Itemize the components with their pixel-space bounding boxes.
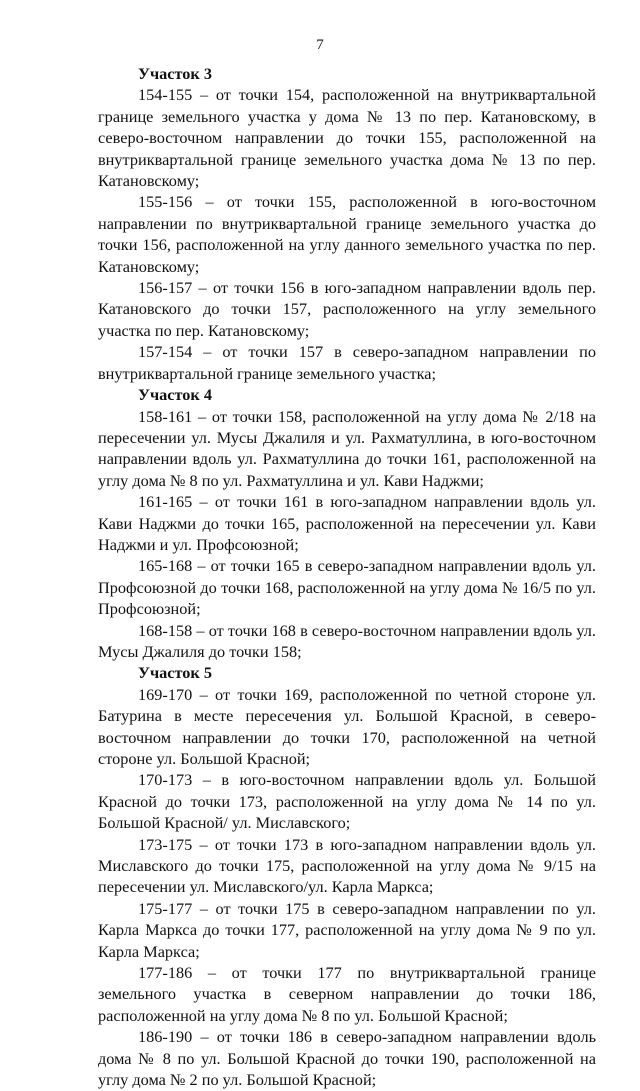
boundary-paragraph: 157-154 – от точки 157 в северо-западном направлении по внутриквартальной границе земельного участка; <box>98 342 596 383</box>
boundary-paragraph: 186-190 – от точки 186 в северо-западном направлении вдоль дома № 8 по ул. Большой Красной до точки 190, расположенной на углу дома № 2 по ул. Большой Красной; <box>98 1027 596 1090</box>
boundary-paragraph: 170-173 – в юго-восточном направлении вдоль ул. Большой Красной до точки 173, расположенной на углу дома № 14 по ул. Большой Красной/ ул. Миславского; <box>98 770 596 833</box>
boundary-paragraph: 173-175 – от точки 173 в юго-западном направлении вдоль ул. Миславского до точки 175, расположенной на углу дома № 9/15 на пересечении ул. Миславского/ул. Карла Маркса; <box>98 834 596 897</box>
boundary-paragraph: 175-177 – от точки 175 в северо-западном направлении по ул. Карла Маркса до точки 177, расположенной на углу дома № 9 по ул. Карла Маркса; <box>98 898 596 961</box>
boundary-paragraph: 161-165 – от точки 161 в юго-западном направлении вдоль ул. Кави Наджми до точки 165, расположенной на пересечении ул. Кави Наджми и ул. Профсоюзной; <box>98 492 596 554</box>
section-heading: Участок 5 <box>138 663 213 683</box>
boundary-paragraph: 168-158 – от точки 168 в северо-восточном направлении вдоль ул. Мусы Джалиля до точки 158; <box>98 620 596 661</box>
section-heading: Участок 4 <box>138 385 213 405</box>
section-plot-4 <box>98 384 596 662</box>
document-body <box>98 63 596 1091</box>
boundary-paragraph: 158-161 – от точки 158, расположенной на углу дома № 2/18 на пересечении ул. Мусы Джалиля и ул. Рахматуллина, в юго-восточном направлении вдоль ул. Рахматуллина до точки 161, расположенной на углу дома № 8 по ул. Рахматуллина и ул. Кави Наджми; <box>98 406 596 490</box>
boundary-paragraph: 156-157 – от точки 156 в юго-западном направлении вдоль пер. Катановского до точки 157, расположенного на углу земельного участка по пер. Катановскому; <box>98 278 596 340</box>
boundary-paragraph: 177-186 – от точки 177 по внутриквартальной границе земельного участка в северном направлении до точки 186, расположенной на углу дома № 8 по ул. Большой Красной; <box>98 963 596 1025</box>
boundary-paragraph: 165-168 – от точки 165 в северо-западном направлении вдоль ул. Профсоюзной до точки 168, расположенной на углу дома № 16/5 по ул. Профсоюзной; <box>98 556 596 619</box>
boundary-paragraph: 169-170 – от точки 169, расположенной по четной стороне ул. Батурина в месте пересечения ул. Большой Красной, в северо-восточном направлении до точки 170, расположенной на четной стороне ул. Большой Красной; <box>98 684 596 768</box>
boundary-paragraph: 155-156 – от точки 155, расположенной в юго-восточном направлении по внутриквартальной границе земельного участка до точки 156, расположенной на углу данного земельного участка по пер. Катановскому; <box>98 192 596 276</box>
section-plot-5 <box>98 662 596 1090</box>
section-plot-3 <box>98 63 596 384</box>
section-heading: Участок 3 <box>138 64 213 83</box>
page-number: 7 <box>316 37 324 53</box>
boundary-paragraph: 154-155 – от точки 154, расположенной на внутриквартальной границе земельного участка у дома № 13 по пер. Катановскому, в северо-восточном направлении до точки 155, расположенной на внутриквартальной границе земельного участка дома № 13 по пер. Катановскому; <box>98 85 596 191</box>
